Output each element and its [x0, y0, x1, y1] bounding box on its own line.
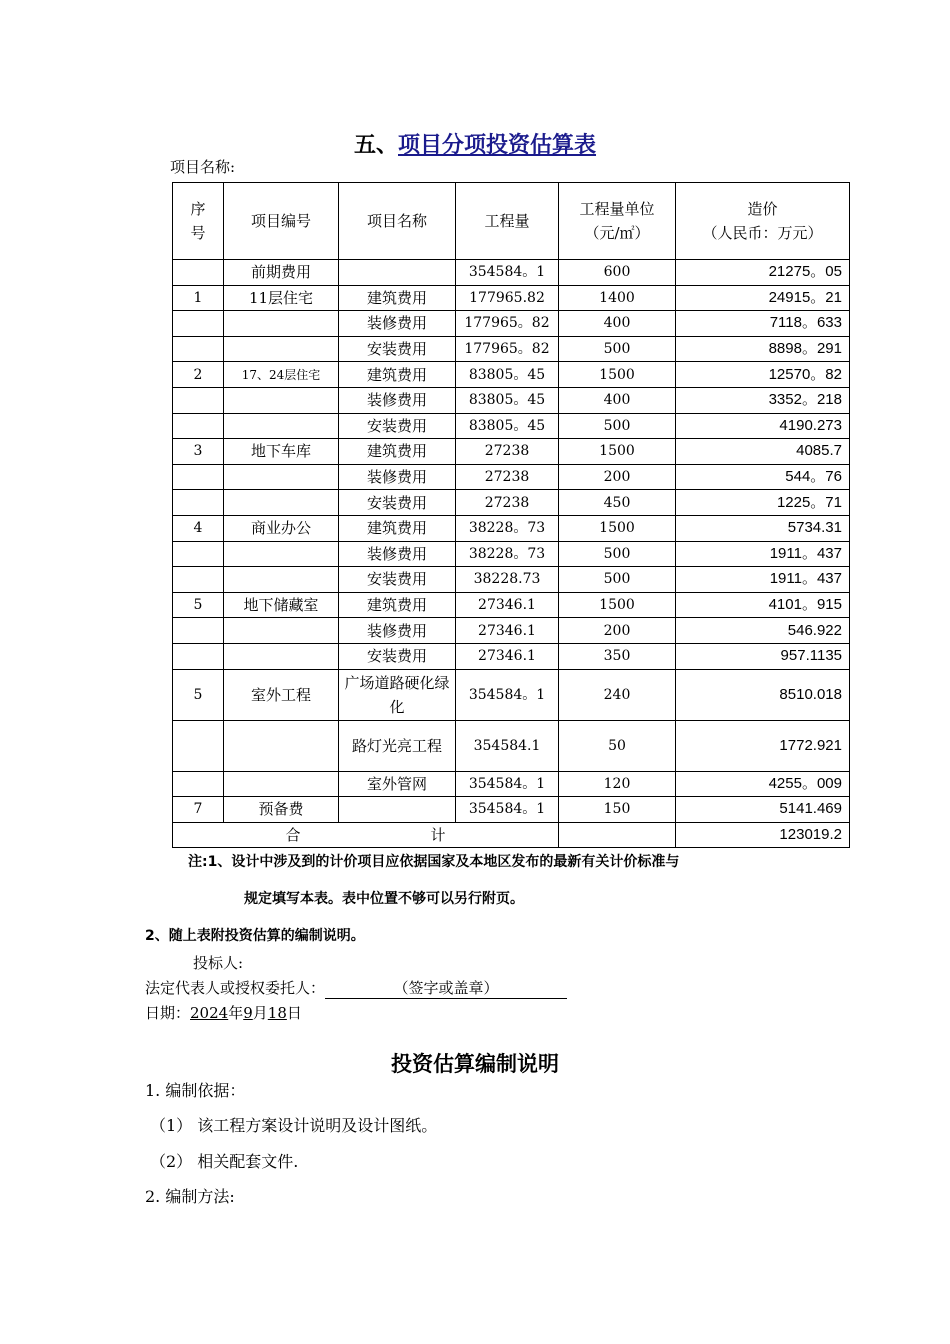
- cell-qty: 354584。1: [456, 797, 559, 823]
- cell-seq: [173, 720, 224, 771]
- cell-code: 17、24层住宅: [224, 362, 339, 388]
- cell-unit: 600: [559, 260, 676, 286]
- cell-seq: [173, 618, 224, 644]
- cell-unit: 450: [559, 490, 676, 516]
- signature-line[interactable]: [325, 977, 567, 999]
- cell-qty: 83805。45: [456, 387, 559, 413]
- cell-code: 商业办公: [224, 515, 339, 541]
- cell-code: [224, 464, 339, 490]
- cell-qty: 38228.73: [456, 567, 559, 593]
- table-row: [173, 413, 850, 439]
- table-row: [173, 336, 850, 362]
- cell-code: 地下储藏室: [224, 592, 339, 618]
- header-unit: 工程量单位 （元/㎡）: [559, 183, 676, 260]
- cell-name: 建筑费用: [339, 439, 456, 465]
- cell-seq: [173, 336, 224, 362]
- cell-seq: 1: [173, 285, 224, 311]
- cell-seq: 5: [173, 669, 224, 720]
- title-prefix: 五、: [353, 132, 398, 158]
- date-row: [145, 1002, 302, 1023]
- cell-qty: 38228。73: [456, 515, 559, 541]
- cell-cost: 1772.921: [676, 720, 850, 771]
- table-row: [173, 541, 850, 567]
- header-cost: 造价 （人民币：万元）: [676, 183, 850, 260]
- table-row: [173, 311, 850, 337]
- cell-name: 路灯光亮工程: [339, 720, 456, 771]
- representative-label: 法定代表人或授权委托人：: [145, 979, 326, 997]
- cell-name: 安装费用: [339, 643, 456, 669]
- cell-seq: [173, 464, 224, 490]
- table-row: [173, 618, 850, 644]
- cell-code: [224, 387, 339, 413]
- cell-code: [224, 643, 339, 669]
- cell-name: 室外管网: [339, 771, 456, 797]
- cell-qty: 27238: [456, 490, 559, 516]
- cell-cost: 1225。71: [676, 490, 850, 516]
- cell-name: [339, 260, 456, 286]
- cell-qty: 354584。1: [456, 669, 559, 720]
- cell-name: 安装费用: [339, 567, 456, 593]
- cell-code: 前期费用: [224, 260, 339, 286]
- cell-unit: 1500: [559, 362, 676, 388]
- title-link[interactable]: 项目分项投资估算表: [398, 132, 597, 158]
- year-suffix: 年: [228, 1004, 244, 1022]
- date-label: 日期：: [145, 1004, 191, 1022]
- cell-qty: 354584。1: [456, 260, 559, 286]
- cell-seq: 2: [173, 362, 224, 388]
- table-row: [173, 387, 850, 413]
- cell-cost: 21275。05: [676, 260, 850, 286]
- cell-unit: 500: [559, 541, 676, 567]
- cell-name: 建筑费用: [339, 285, 456, 311]
- cell-name: 建筑费用: [339, 362, 456, 388]
- signature-hint: （签字或盖章）: [393, 979, 499, 997]
- cell-unit: 500: [559, 336, 676, 362]
- table-row: [173, 720, 850, 771]
- cell-qty: 177965。82: [456, 311, 559, 337]
- cell-seq: [173, 567, 224, 593]
- cell-code: 11层住宅: [224, 285, 339, 311]
- header-name: 项目名称: [339, 183, 456, 260]
- day-suffix: 日: [286, 1004, 302, 1022]
- cell-cost: 546.922: [676, 618, 850, 644]
- table-row: [173, 669, 850, 720]
- cell-cost: 5141.469: [676, 797, 850, 823]
- date-day: 18: [267, 1004, 287, 1022]
- total-cost: 123019.2: [676, 822, 850, 847]
- cell-unit: 350: [559, 643, 676, 669]
- page-title: [0, 128, 950, 159]
- cell-unit: 1400: [559, 285, 676, 311]
- cell-cost: 4255。009: [676, 771, 850, 797]
- cell-qty: 177965.82: [456, 285, 559, 311]
- cell-qty: 354584。1: [456, 771, 559, 797]
- total-row: [173, 822, 850, 847]
- cell-name: 安装费用: [339, 490, 456, 516]
- header-code: 项目编号: [224, 183, 339, 260]
- cell-unit: 50: [559, 720, 676, 771]
- note-line-1: 注:1、设计中涉及到的计价项目应依据国家及本地区发布的最新有关计价标准与: [188, 854, 680, 870]
- header-qty: 工程量: [456, 183, 559, 260]
- total-unit-empty: [559, 822, 676, 847]
- cell-unit: 1500: [559, 515, 676, 541]
- project-name-label: 项目名称:: [170, 158, 236, 176]
- cell-unit: 500: [559, 567, 676, 593]
- cell-code: [224, 413, 339, 439]
- cell-qty: 27238: [456, 464, 559, 490]
- cell-seq: [173, 541, 224, 567]
- cell-code: [224, 720, 339, 771]
- cell-seq: 7: [173, 797, 224, 823]
- cell-code: [224, 771, 339, 797]
- table-row: [173, 515, 850, 541]
- cell-seq: [173, 413, 224, 439]
- cell-name: 建筑费用: [339, 515, 456, 541]
- cell-qty: 27346.1: [456, 618, 559, 644]
- section-item-3: （2） 相关配套文件.: [150, 1152, 299, 1171]
- cell-cost: 8898。291: [676, 336, 850, 362]
- cell-cost: 5734.31: [676, 515, 850, 541]
- cell-cost: 1911。437: [676, 541, 850, 567]
- cell-seq: [173, 311, 224, 337]
- cell-qty: 38228。73: [456, 541, 559, 567]
- cell-cost: 7118。633: [676, 311, 850, 337]
- cell-qty: 177965。82: [456, 336, 559, 362]
- cell-seq: [173, 387, 224, 413]
- cell-cost: 12570。82: [676, 362, 850, 388]
- bidder-label: 投标人:: [193, 954, 244, 972]
- table-row: [173, 771, 850, 797]
- month-suffix: 月: [252, 1004, 268, 1022]
- cell-unit: 1500: [559, 439, 676, 465]
- note-line-3: 2、随上表附投资估算的编制说明。: [145, 928, 365, 944]
- table-row: [173, 797, 850, 823]
- cell-unit: 120: [559, 771, 676, 797]
- section-item-1: 1. 编制依据：: [145, 1081, 246, 1100]
- cell-qty: 83805。45: [456, 362, 559, 388]
- cell-cost: 4101。915: [676, 592, 850, 618]
- table-row: [173, 260, 850, 286]
- date-month: 9: [243, 1004, 253, 1022]
- cell-name: 装修费用: [339, 541, 456, 567]
- cell-unit: 400: [559, 311, 676, 337]
- cell-seq: [173, 490, 224, 516]
- date-year: 2024: [190, 1004, 229, 1022]
- cell-seq: 3: [173, 439, 224, 465]
- total-label: 合 计: [173, 822, 559, 847]
- cell-qty: 27346.1: [456, 592, 559, 618]
- cell-cost: 3352。218: [676, 387, 850, 413]
- cell-code: 预备费: [224, 797, 339, 823]
- cell-unit: 200: [559, 618, 676, 644]
- cell-cost: 544。76: [676, 464, 850, 490]
- cell-cost: 8510.018: [676, 669, 850, 720]
- cell-code: [224, 490, 339, 516]
- cell-code: [224, 336, 339, 362]
- table-row: [173, 567, 850, 593]
- cell-unit: 400: [559, 387, 676, 413]
- table-row: [173, 439, 850, 465]
- cell-unit: 200: [559, 464, 676, 490]
- table-row: [173, 643, 850, 669]
- note-line-2: 规定填写本表。表中位置不够可以另行附页。: [244, 891, 524, 907]
- cell-unit: 150: [559, 797, 676, 823]
- header-seq: 序 号: [173, 183, 224, 260]
- table-row: [173, 592, 850, 618]
- cell-cost: 1911。437: [676, 567, 850, 593]
- cell-unit: 240: [559, 669, 676, 720]
- cell-name: 装修费用: [339, 464, 456, 490]
- cell-code: [224, 618, 339, 644]
- table-row: [173, 464, 850, 490]
- cell-seq: [173, 643, 224, 669]
- cell-cost: 957.1135: [676, 643, 850, 669]
- cell-name: 装修费用: [339, 387, 456, 413]
- cell-qty: 27238: [456, 439, 559, 465]
- cell-code: [224, 541, 339, 567]
- cell-seq: [173, 771, 224, 797]
- section-title: 投资估算编制说明: [391, 1051, 559, 1076]
- table-header-row: [173, 183, 850, 260]
- section-item-2: （1） 该工程方案设计说明及设计图纸。: [150, 1116, 438, 1135]
- cell-code: 室外工程: [224, 669, 339, 720]
- table-row: [173, 490, 850, 516]
- section-item-4: 2. 编制方法:: [145, 1187, 235, 1206]
- table-row: [173, 285, 850, 311]
- cell-qty: 354584.1: [456, 720, 559, 771]
- cell-cost: 4085.7: [676, 439, 850, 465]
- table-row: [173, 362, 850, 388]
- cell-unit: 1500: [559, 592, 676, 618]
- cell-name: 建筑费用: [339, 592, 456, 618]
- cell-name: 广场道路硬化绿化: [339, 669, 456, 720]
- cell-seq: 4: [173, 515, 224, 541]
- cell-cost: 24915。21: [676, 285, 850, 311]
- cell-cost: 4190.273: [676, 413, 850, 439]
- cell-code: 地下车库: [224, 439, 339, 465]
- cell-name: [339, 797, 456, 823]
- cell-code: [224, 567, 339, 593]
- estimate-table: [172, 182, 850, 848]
- cell-code: [224, 311, 339, 337]
- cell-qty: 27346.1: [456, 643, 559, 669]
- cell-seq: [173, 260, 224, 286]
- representative-row: [145, 977, 567, 999]
- cell-unit: 500: [559, 413, 676, 439]
- cell-qty: 83805。45: [456, 413, 559, 439]
- cell-name: 安装费用: [339, 336, 456, 362]
- cell-name: 装修费用: [339, 311, 456, 337]
- cell-name: 安装费用: [339, 413, 456, 439]
- cell-name: 装修费用: [339, 618, 456, 644]
- cell-seq: 5: [173, 592, 224, 618]
